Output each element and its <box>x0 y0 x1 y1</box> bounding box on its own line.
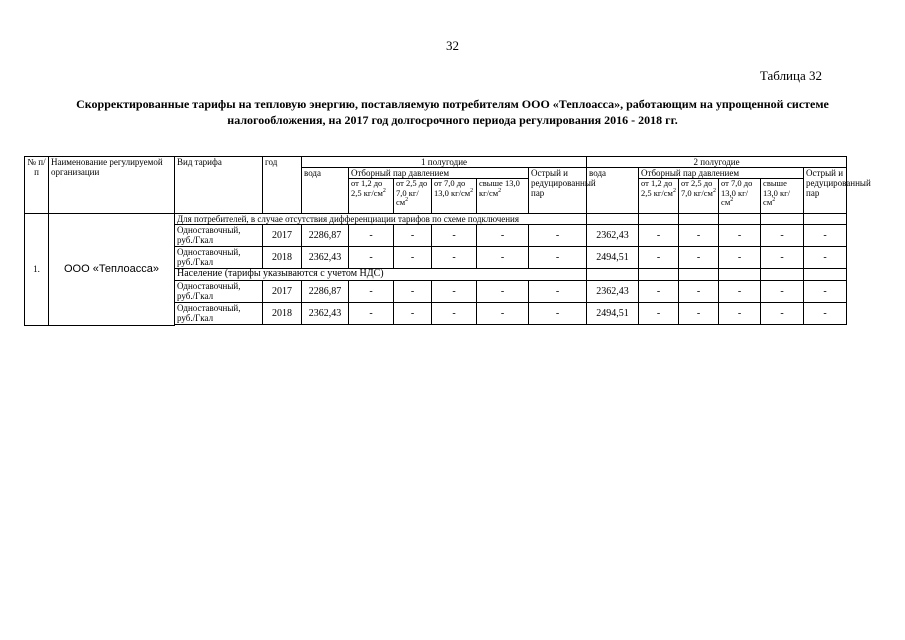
cell: - <box>804 303 847 325</box>
cell: - <box>477 247 529 269</box>
header-p3-h2: от 7,0 до 13,0 $кг/см^2$ <box>719 179 761 214</box>
cell: - <box>804 225 847 247</box>
cell: - <box>529 303 587 325</box>
header-p3-h1: от 7,0 до 13,0 $кг/см^2$ <box>432 179 477 214</box>
header-acute-h1: Острый и редуцированный пар <box>529 168 587 214</box>
cell: - <box>477 225 529 247</box>
water-h2: 2494,51 <box>587 303 639 325</box>
cell: - <box>679 303 719 325</box>
header-p2-h2: от 2,5 до 7,0 $кг/см^2$ <box>679 179 719 214</box>
header-water-h1: вода <box>302 168 349 214</box>
year: 2018 <box>263 303 302 325</box>
page-number: 32 <box>446 38 459 53</box>
year: 2017 <box>263 281 302 303</box>
year: 2017 <box>263 225 302 247</box>
water-h2: 2362,43 <box>587 225 639 247</box>
cell: - <box>349 281 394 303</box>
cell: - <box>719 225 761 247</box>
cell: - <box>761 303 804 325</box>
header-tariff-type: Вид тарифа <box>175 157 263 214</box>
table-label: Таблица 32 <box>759 68 822 83</box>
tariff-type: Одноставочный, руб./Гкал <box>175 247 263 269</box>
header-row-1 <box>25 157 847 168</box>
tariff-type: Одноставочный, руб./Гкал <box>175 303 263 325</box>
header-year: год <box>263 157 302 214</box>
water-h2: 2362,43 <box>587 281 639 303</box>
document-title: Скорректированные тарифы на тепловую энергию, поставляемую потребителям ООО «Теплоасса», работающим на упрощенной системе налогообложения, на 2017 год долгосрочного периода регулирования 2016 - 2018 гг. <box>76 97 829 127</box>
cell: - <box>679 225 719 247</box>
cell: - <box>432 303 477 325</box>
header-num: № п/п <box>25 157 49 214</box>
cell: - <box>761 225 804 247</box>
cell: - <box>477 303 529 325</box>
cell: - <box>432 247 477 269</box>
cell: - <box>394 225 432 247</box>
cell: - <box>679 281 719 303</box>
tariff-table <box>24 156 871 326</box>
header-water-h2: вода <box>587 168 639 214</box>
section-caption-row <box>25 214 847 225</box>
cell: - <box>349 225 394 247</box>
year: 2018 <box>263 247 302 269</box>
header-steam-h1: Отборный пар давлением <box>349 168 529 179</box>
water-h1: 2362,43 <box>302 303 349 325</box>
cell: - <box>394 247 432 269</box>
header-acute-h2: Острый и редуцированный пар <box>804 168 847 214</box>
cell: - <box>719 303 761 325</box>
water-h1: 2286,87 <box>302 281 349 303</box>
header-half2: 2 полугодие <box>587 157 847 168</box>
water-h2: 2494,51 <box>587 247 639 269</box>
cell: - <box>719 247 761 269</box>
cell: - <box>639 225 679 247</box>
cell: - <box>679 247 719 269</box>
cell: - <box>529 281 587 303</box>
cell: - <box>639 303 679 325</box>
cell: - <box>349 303 394 325</box>
cell: - <box>394 281 432 303</box>
tariff-type: Одноставочный, руб./Гкал <box>175 281 263 303</box>
cell: - <box>639 281 679 303</box>
section-caption: Для потребителей, в случае отсутствия дифференциации тарифов по схеме подключения <box>175 214 587 225</box>
cell: - <box>477 281 529 303</box>
cell: - <box>804 247 847 269</box>
org-number: 1. <box>25 214 49 326</box>
cell: - <box>761 247 804 269</box>
water-h1: 2286,87 <box>302 225 349 247</box>
header-p4-h1: свыше 13,0 $кг/см^2$ <box>477 179 529 214</box>
header-p1-h2: от 1,2 до 2,5 $кг/см^2$ <box>639 179 679 214</box>
org-name: ООО «Теплоасса» <box>49 214 175 326</box>
cell: - <box>639 247 679 269</box>
cell: - <box>394 303 432 325</box>
cell: - <box>804 281 847 303</box>
header-p4-h2: свыше 13,0 $кг/см^2$ <box>761 179 804 214</box>
cell: - <box>432 281 477 303</box>
header-half1: 1 полугодие <box>302 157 587 168</box>
cell: - <box>349 247 394 269</box>
header-steam-h2: Отборный пар давлением <box>639 168 804 179</box>
cell: - <box>529 225 587 247</box>
cell: - <box>761 281 804 303</box>
section-caption: Население (тарифы указываются с учетом НДС) <box>175 269 587 281</box>
tariff-type: Одноставочный, руб./Гкал <box>175 225 263 247</box>
cell: - <box>432 225 477 247</box>
header-p2-h1: от 2,5 до 7,0 $кг/см^2$ <box>394 179 432 214</box>
cell: - <box>719 281 761 303</box>
header-p1-h1: от 1,2 до 2,5 $кг/см^2$ <box>349 179 394 214</box>
cell: - <box>529 247 587 269</box>
header-org-name: Наименование регулируемой организации <box>49 157 175 214</box>
water-h1: 2362,43 <box>302 247 349 269</box>
